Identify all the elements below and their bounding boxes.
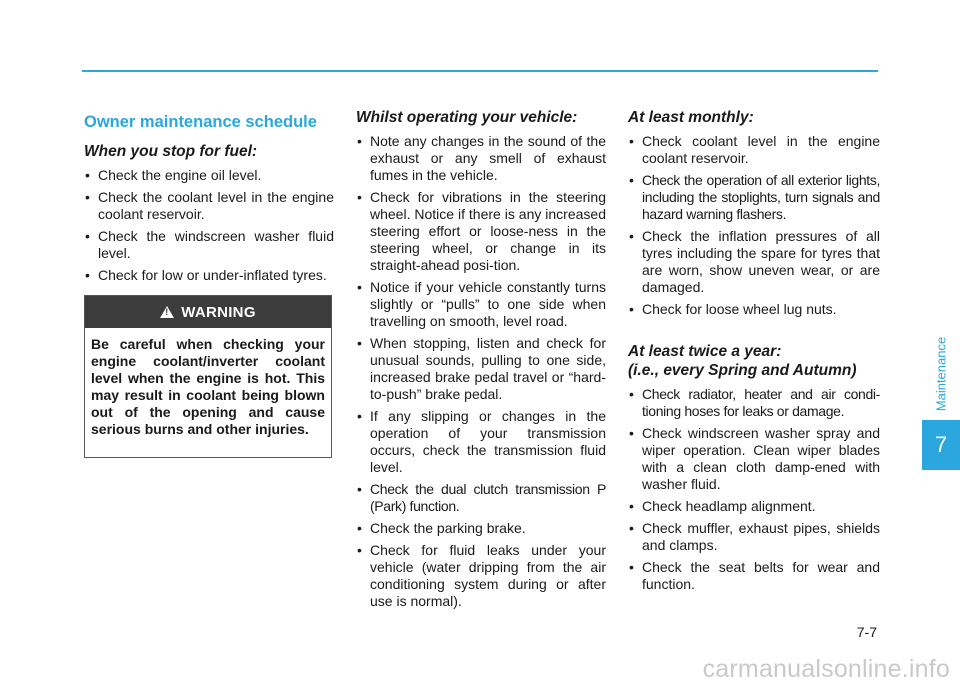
- list-item: • Check the engine oil level.: [84, 167, 334, 184]
- warning-triangle-icon: [160, 306, 174, 318]
- list-item: • Check the inflation pressures of all tyres including the spare for tyres that are worn, show uneven wear, or are damaged.: [628, 228, 880, 296]
- list-item: • If any slipping or changes in the operation of your transmission occurs, check the transmission fluid level.: [356, 408, 606, 476]
- list-item: • Check headlamp alignment.: [628, 498, 880, 515]
- list-item: • Check for fluid leaks under your vehicle (water dripping from the air conditioning system during or after use is normal).: [356, 542, 606, 610]
- list-item: • Check for low or under-inflated tyres.: [84, 267, 334, 284]
- list-item: • Check the windscreen washer fluid level.: [84, 228, 334, 262]
- twice-yearly-heading: [628, 342, 880, 380]
- operating-list: [356, 133, 606, 610]
- list-item: • Check the coolant level in the engine coolant reservoir.: [84, 189, 334, 223]
- list-item: • Check muffler, exhaust pipes, shields and clamps.: [628, 520, 880, 554]
- monthly-heading: At least monthly:: [628, 109, 754, 126]
- list-item: • Check for loose wheel lug nuts.: [628, 301, 880, 318]
- warning-title: WARNING: [181, 303, 256, 321]
- section-title: Owner maintenance schedule: [84, 113, 317, 131]
- site-watermark: carmanualsonline.info: [702, 655, 950, 683]
- warning-box: [84, 295, 332, 458]
- list-item: • Check the seat belts for wear and function.: [628, 559, 880, 593]
- page-number: 7-7: [856, 624, 877, 640]
- column-periodic: [628, 108, 880, 598]
- list-item: • Check windscreen washer spray and wiper operation. Clean wiper blades with a clean cloth damp-ened with washer fluid.: [628, 425, 880, 493]
- list-item: • Notice if your vehicle constantly turns slightly or “pulls” to one side when travelling on smooth, level road.: [356, 279, 606, 330]
- list-item: • Check for vibrations in the steering wheel. Notice if there is any increased steering effort or loose-ness in the steering wheel, or change in its straight-ahead posi-tion.: [356, 189, 606, 274]
- twice-yearly-heading-line1: At least twice a year:: [628, 343, 782, 360]
- twice-yearly-heading-line2: (i.e., every Spring and Autumn): [628, 362, 857, 379]
- list-item: • Check the operation of all exterior lights, including the stoplights, turn signals and hazard warning flashers.: [628, 172, 880, 223]
- list-item: • Check coolant level in the engine coolant reservoir.: [628, 133, 880, 167]
- warning-header: [85, 296, 331, 328]
- top-rule: [82, 70, 878, 72]
- monthly-list: [628, 133, 880, 318]
- fuel-list: [84, 167, 334, 284]
- list-item: • When stopping, listen and check for unusual sounds, pulling to one side, increased brake pedal travel or “hard-to-push” brake pedal.: [356, 335, 606, 403]
- operating-heading: Whilst operating your vehicle:: [356, 109, 578, 126]
- column-fuel: [84, 108, 334, 289]
- list-item: • Note any changes in the sound of the exhaust or any smell of exhaust fumes in the vehicle.: [356, 133, 606, 184]
- list-item: • Check the parking brake.: [356, 520, 606, 537]
- list-item: • Check the dual clutch transmission P (Park) function.: [356, 481, 606, 515]
- twice-yearly-list: [628, 386, 880, 593]
- chapter-tab: 7: [922, 420, 960, 470]
- warning-text: Be careful when checking your engine coolant/inverter coolant level when the engine is hot. This may result in coolant being blown out of the opening and cause serious burns and other injuries.: [91, 336, 325, 437]
- column-operating: [356, 108, 606, 615]
- chapter-label: Maintenance: [933, 336, 949, 412]
- fuel-heading: When you stop for fuel:: [84, 143, 258, 160]
- list-item: • Check radiator, heater and air condi-tioning hoses for leaks or damage.: [628, 386, 880, 420]
